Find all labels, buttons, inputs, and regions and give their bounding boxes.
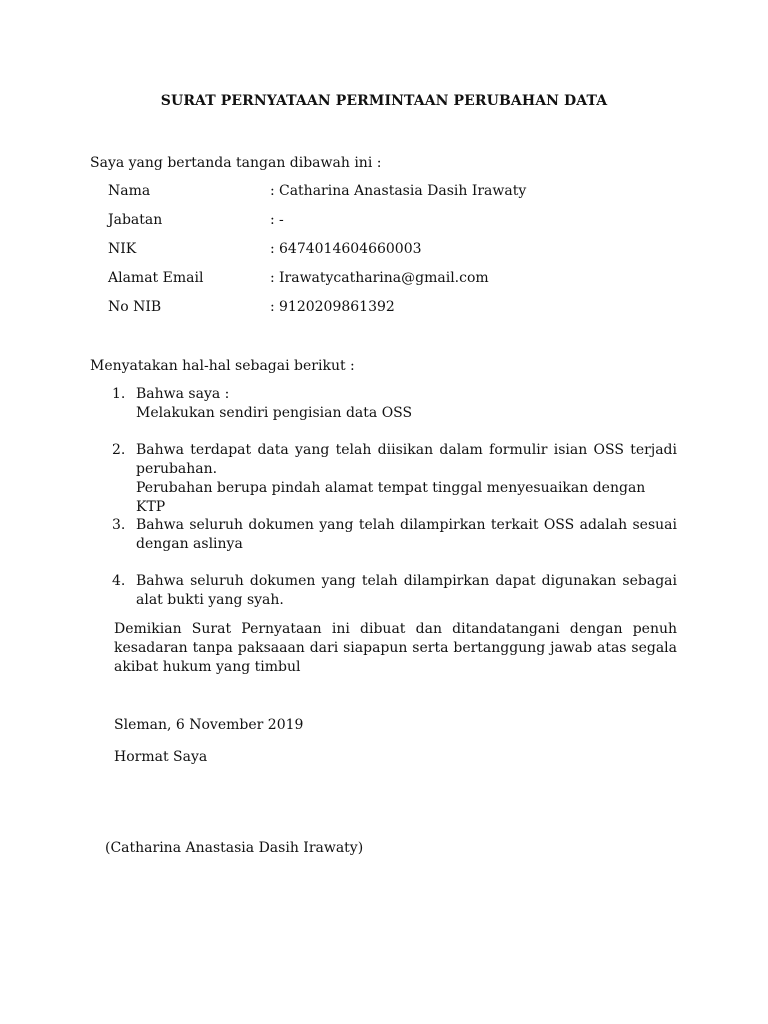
field-label: NIK [108, 241, 137, 257]
field-value: 6474014604660003 [279, 241, 422, 257]
item-number: 1. [112, 386, 126, 402]
item-body [136, 572, 677, 610]
intro-text: Saya yang bertanda tangan dibawah ini : [90, 155, 382, 171]
closing-paragraph: Demikian Surat Pernyataan ini dibuat dan ditandatangani dengan penuh kesadaran tanpa paksaaan dari siapapun serta bertanggung jawab atas segala akibat hukum yang timbul [114, 621, 677, 675]
field-colon: : [270, 183, 275, 199]
statements-intro: Menyatakan hal-hal sebagai berikut : [90, 358, 355, 374]
item-body [136, 385, 677, 423]
signer-name: (Catharina Anastasia Dasih Irawaty) [105, 840, 364, 856]
field-value: 9120209861392 [279, 299, 395, 315]
item-body [136, 516, 677, 554]
item-line: Bahwa saya : [136, 386, 230, 402]
field-value: Catharina Anastasia Dasih Irawaty [279, 183, 527, 199]
field-colon: : [270, 299, 275, 315]
item-line: Perubahan berupa pindah alamat tempat tinggal menyesuaikan dengan KTP [136, 480, 646, 515]
field-value: Irawatycatharina@gmail.com [279, 270, 489, 286]
item-line: Melakukan sendiri pengisian data OSS [136, 405, 413, 421]
field-value: - [279, 212, 284, 228]
field-label: No NIB [108, 299, 162, 315]
item-line: Bahwa seluruh dokumen yang telah dilampirkan terkait OSS adalah sesuai dengan aslinya [136, 517, 677, 552]
document-title: SURAT PERNYATAAN PERMINTAAN PERUBAHAN DATA [160, 93, 608, 109]
field-colon: : [270, 212, 275, 228]
field-colon: : [270, 241, 275, 257]
item-body [136, 441, 677, 517]
field-label: Alamat Email [108, 270, 204, 286]
item-line: Bahwa seluruh dokumen yang telah dilampirkan dapat digunakan sebagai alat bukti yang syah. [136, 573, 677, 608]
item-number: 2. [112, 442, 126, 458]
field-label: Nama [108, 183, 151, 199]
item-number: 3. [112, 517, 126, 533]
regards-text: Hormat Saya [114, 749, 208, 765]
item-number: 4. [112, 573, 126, 589]
field-colon: : [270, 270, 275, 286]
item-line: Bahwa terdapat data yang telah diisikan dalam formulir isian OSS terjadi perubahan. [136, 442, 677, 477]
place-date: Sleman, 6 November 2019 [114, 717, 304, 733]
field-label: Jabatan [108, 212, 163, 228]
